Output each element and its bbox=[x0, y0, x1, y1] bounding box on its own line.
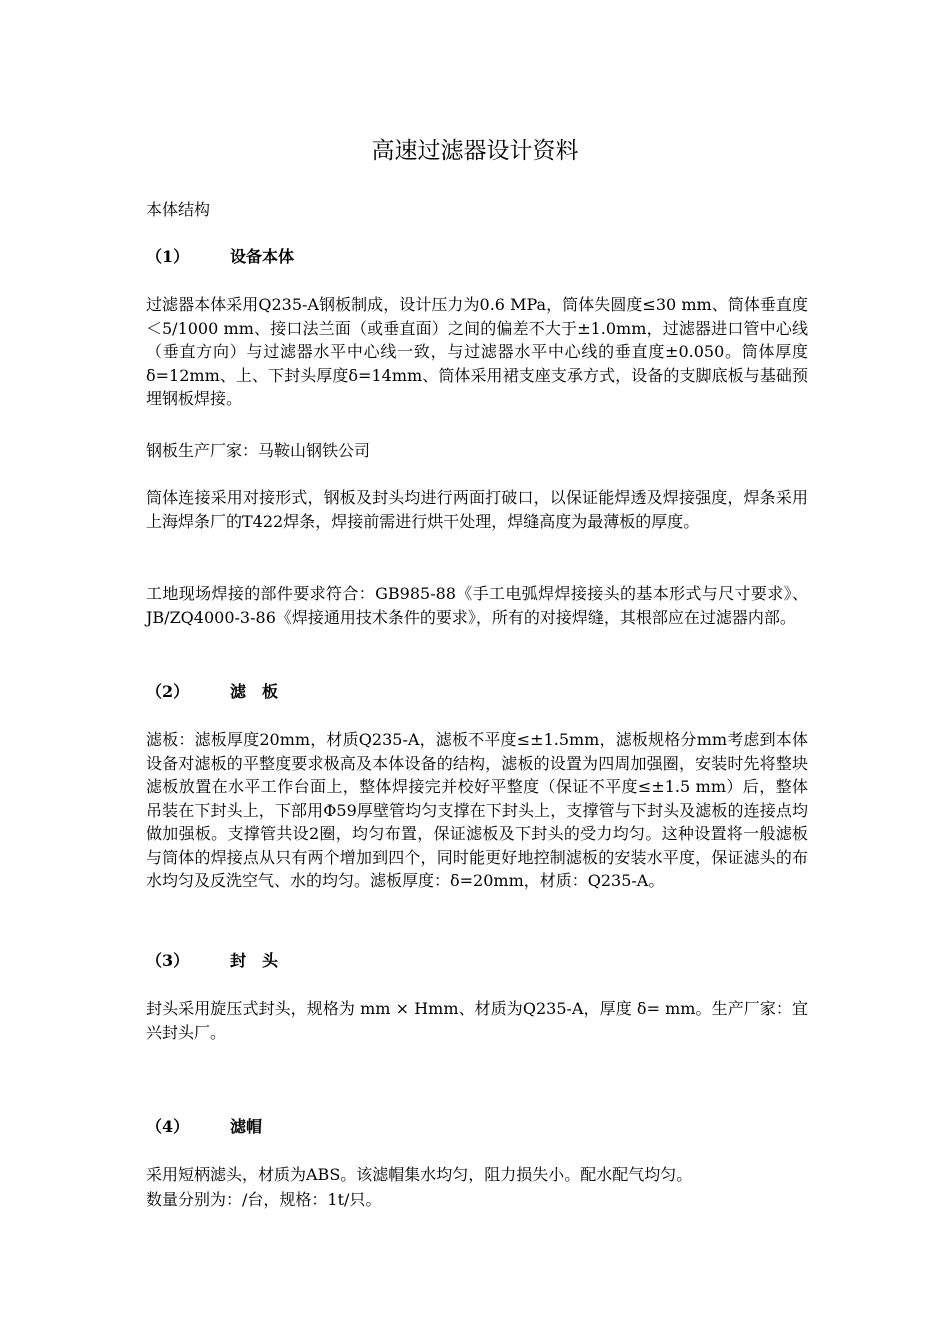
section-number: （1） bbox=[146, 247, 190, 266]
paragraph-steel-supplier: 钢板生产厂家：马鞍山钢铁公司 bbox=[146, 441, 371, 460]
section-number: （2） bbox=[146, 682, 190, 701]
section-title: 设备本体 bbox=[230, 247, 295, 266]
section-heading-2 bbox=[146, 682, 746, 702]
section-title: 滤 板 bbox=[230, 682, 279, 701]
paragraph-body-material: 过滤器本体采用Q235-A钢板制成，设计压力为0.6 MPa，筒体失圆度≤30 mm、筒体垂直度＜5/1000 mm、接口法兰面（或垂直面）之间的偏差不大于±1.0mm，过滤器进口管中心线（垂直方向）与过滤器水平中心线一致，与过滤器水平中心线的垂直度±0.050。筒体厚度 δ=12mm、上、下封头厚度δ=14mm、筒体采用裙支座支承方式，设备的支脚底板与基础预埋钢板焊接。 bbox=[146, 295, 808, 408]
intro-label: 本体结构 bbox=[146, 200, 211, 219]
section-title: 滤帽 bbox=[230, 1117, 263, 1136]
section-heading-4 bbox=[146, 1117, 746, 1137]
paragraph-nozzle: 采用短柄滤头，材质为ABS。该滤帽集水均匀，阻力损失小。配水配气均匀。 bbox=[146, 1165, 693, 1184]
paragraph-nozzle-quantity: 数量分别为：/台，规格：1t/只。 bbox=[146, 1190, 382, 1209]
section-heading-3 bbox=[146, 951, 746, 971]
paragraph-site-welding: 工地现场焊接的部件要求符合：GB985-88《手工电弧焊焊接接头的基本形式与尺寸要求》、JB/ZQ4000-3-86《焊接通用技术条件的要求》，所有的对接焊缝，其根部应在过滤器内部。 bbox=[146, 584, 808, 627]
section-number: （4） bbox=[146, 1117, 190, 1136]
section-heading-1 bbox=[146, 247, 746, 267]
paragraph-welding: 筒体连接采用对接形式，钢板及封头均进行两面打破口，以保证能焊透及焊接强度，焊条采用上海焊条厂的T422焊条，焊接前需进行烘干处理，焊缝高度为最薄板的厚度。 bbox=[146, 488, 808, 531]
section-number: （3） bbox=[146, 951, 190, 970]
document-title: 高速过滤器设计资料 bbox=[371, 138, 579, 164]
paragraph-head: 封头采用旋压式封头，规格为 mm × Hmm、材质为Q235-A，厚度 δ= mm。生产厂家：宜兴封头厂。 bbox=[146, 999, 808, 1042]
section-title: 封 头 bbox=[230, 951, 279, 970]
paragraph-filter-plate: 滤板：滤板厚度20mm，材质Q235-A，滤板不平度≤±1.5mm，滤板规格分mm考虑到本体设备对滤板的平整度要求极高及本体设备的结构，滤板的设置为四周加强圈，安装时先将整块滤板放置在水平工作台面上，整体焊接完并校好平整度（保证不平度≤±1.5 mm）后，整体吊装在下封头上，下部用Φ59厚壁管均匀支撑在下封头上，支撑管与下封头及滤板的连接点均做加强板。支撑管共设2圈，均匀布置，保证滤板及下封头的受力均匀。这种设置将一般滤板与筒体的焊接点从只有两个增加到四个，同时能更好地控制滤板的安装水平度，保证滤头的布水均匀及反洗空气、水的均匀。滤板厚度：δ=20mm，材质：Q235-A。 bbox=[146, 730, 808, 890]
